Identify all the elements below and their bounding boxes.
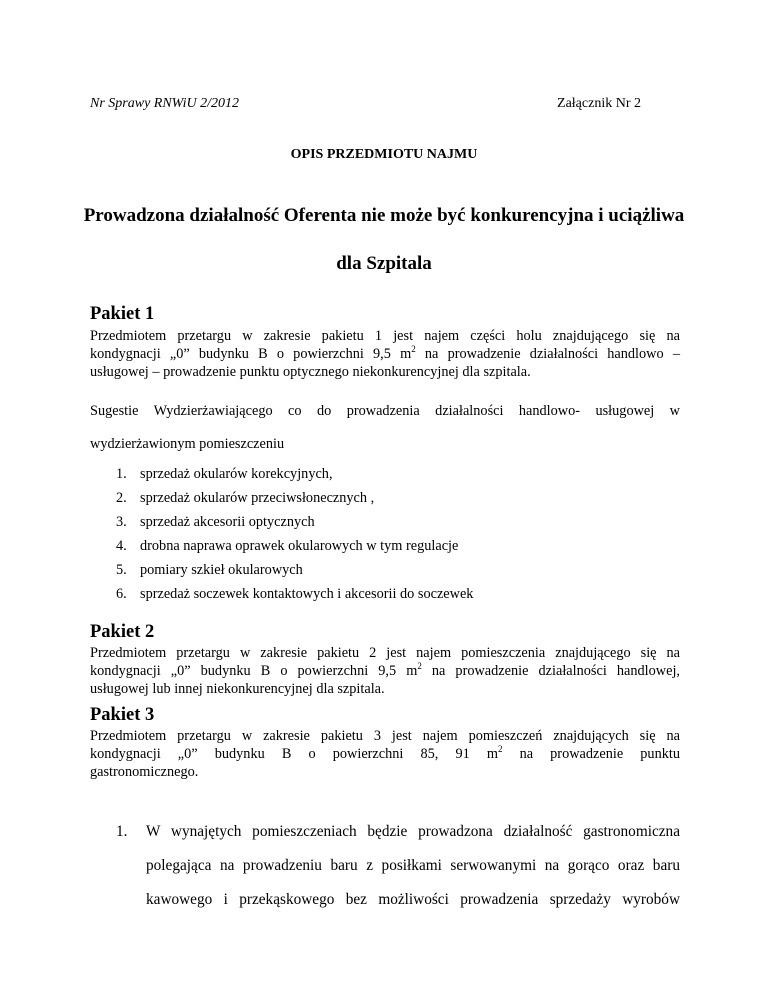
text-line: Sugestie Wydzierżawiającego co do prowadzenia działalności handlowo- usługowej w	[90, 403, 680, 419]
pakiet-3-title: Pakiet 3	[90, 705, 155, 725]
list-item: 1. sprzedaż okularów korekcyjnych,	[116, 466, 333, 482]
text-line: usługowej – prowadzenie punktu optycznego niekonkurencyjnej dla szpitala.	[90, 364, 531, 380]
text-line: Przedmiotem przetargu w zakresie pakietu 2 jest najem pomieszczenia znajdującego się na	[90, 645, 680, 661]
pakiet-2-description	[90, 644, 680, 698]
point-number: 1.	[116, 823, 128, 840]
pakiet-1-suggestions-cont	[90, 435, 680, 453]
pakiet-2-title: Pakiet 2	[90, 622, 155, 642]
pakiet-1-suggestions	[90, 402, 680, 420]
annex-label: Załącznik Nr 2	[557, 96, 641, 111]
text-line: kondygnacji „0” budynku B o powierzchni 9,5 $m^2$ na prowadzenie działalności handlowej,	[90, 661, 680, 679]
text-line: kondygnacji „0” budynku B o powierzchni 85, 91 $m^2$ na prowadzenie punktu	[90, 744, 681, 762]
list-item: 3. sprzedaż akcesorii optycznych	[116, 514, 315, 530]
text-line: wydzierżawionym pomieszczeniu	[90, 436, 285, 452]
list-item: 5. pomiary szkieł okularowych	[116, 562, 303, 578]
pakiet-1-description	[90, 327, 680, 381]
case-number: Nr Sprawy RNWiU 2/2012	[90, 96, 239, 111]
pakiet-3-point-1	[90, 815, 680, 917]
pakiet-1-title: Pakiet 1	[90, 304, 155, 324]
list-item: 2. sprzedaż okularów przeciwsłonecznych ,	[116, 490, 375, 506]
text-line: kawowego i przekąskowego bez możliwości prowadzenia sprzedaży wyrobów	[146, 891, 680, 908]
text-line: gastronomicznego.	[90, 764, 199, 780]
text-line: polegająca na prowadzeniu baru z posiłkami serwowanymi na gorąco oraz baru	[146, 857, 680, 874]
document-title: OPIS PRZEDMIOTU NAJMU	[290, 147, 478, 162]
list-item: 4. drobna naprawa oprawek okularowych w tym regulacje	[116, 538, 459, 554]
pakiet-3-description	[90, 727, 680, 781]
heading-line-2: dla Szpitala	[336, 253, 432, 274]
text-line: W wynajętych pomieszczeniach będzie prowadzona działalność gastronomiczna	[146, 823, 680, 840]
text-line: kondygnacji „0” budynku B o powierzchni 9,5 $m^2$ na prowadzenie działalności handlowo –	[90, 344, 680, 362]
text-line: Przedmiotem przetargu w zakresie pakietu 3 jest najem pomieszczeń znajdujących się na	[90, 728, 680, 744]
list-item: 6. sprzedaż soczewek kontaktowych i akcesorii do soczewek	[116, 586, 474, 602]
text-line: usługowej lub innej niekonkurencyjnej dla szpitala.	[90, 681, 385, 697]
heading-line-1: Prowadzona działalność Oferenta nie może być konkurencyjna i uciążliwa	[83, 205, 685, 226]
text-line: Przedmiotem przetargu w zakresie pakietu 1 jest najem części holu znajdującego się na	[90, 328, 680, 344]
